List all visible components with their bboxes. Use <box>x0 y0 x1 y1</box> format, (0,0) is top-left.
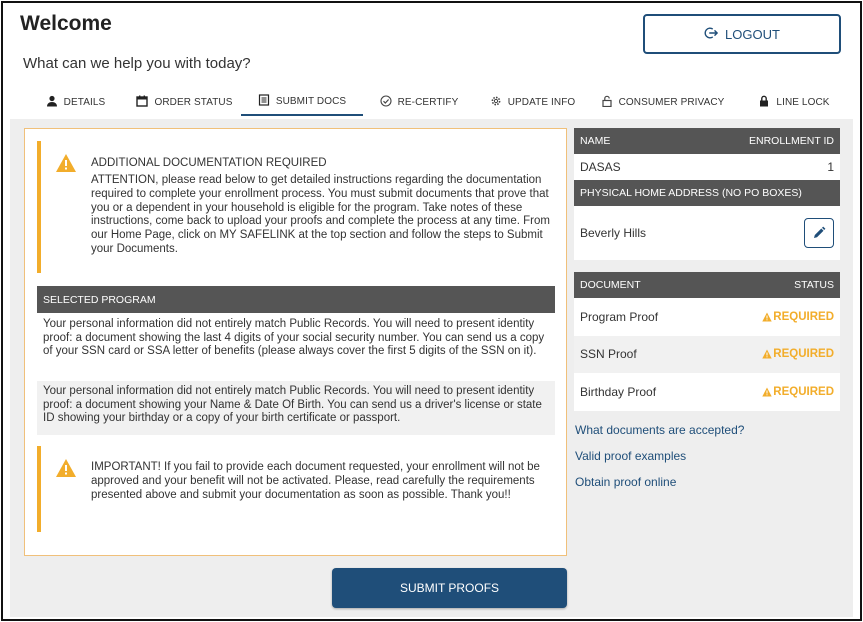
address-header <box>574 180 840 206</box>
tab-label: RE-CERTIFY <box>397 97 459 108</box>
person-icon <box>46 95 58 110</box>
check-circle-icon <box>380 95 392 110</box>
page-subtitle: What can we help you with today? <box>23 55 251 72</box>
warning-icon <box>55 458 77 478</box>
tab-label: CONSUMER PRIVACY <box>618 97 725 108</box>
status-badge <box>762 348 834 360</box>
enrollee-name: DASAS <box>580 160 621 174</box>
important-alert <box>37 446 557 532</box>
content-area <box>10 119 853 617</box>
tab-label: UPDATE INFO <box>507 97 576 108</box>
enrollment-id-column-header: ENROLLMENT ID <box>749 135 834 147</box>
document-row <box>574 298 840 336</box>
warning-icon <box>762 349 772 359</box>
tab-bar <box>23 89 853 116</box>
document-name: SSN Proof <box>580 347 637 362</box>
tab-line-lock[interactable] <box>735 89 853 116</box>
logout-label: LOGOUT <box>725 26 780 42</box>
address-row <box>574 206 840 260</box>
alert-body: IMPORTANT! If you fail to provide each document requested, your enrollment will not be approved and your benefit will not be activated. Please, read carefully the requirements presented above and submit your documentation as soon as possible. Thank you!! <box>91 461 540 501</box>
documents-card <box>574 272 840 411</box>
gear-icon <box>490 95 502 110</box>
tab-re-certify[interactable] <box>363 89 475 116</box>
logout-button[interactable] <box>643 14 841 54</box>
pencil-icon <box>812 226 826 240</box>
selected-program-header: SELECTED PROGRAM <box>37 286 555 313</box>
calendar-icon <box>136 95 148 110</box>
address-header-label: PHYSICAL HOME ADDRESS (NO PO BOXES) <box>580 187 802 199</box>
status-badge <box>762 386 834 398</box>
enrollment-row <box>574 154 840 180</box>
document-name: Program Proof <box>580 309 659 324</box>
tab-label: ORDER STATUS <box>154 97 233 108</box>
status-column-header: STATUS <box>794 279 834 291</box>
status-label: REQUIRED <box>773 348 834 361</box>
document-column-header: DOCUMENT <box>580 279 641 291</box>
tab-label: SUBMIT DOCS <box>275 96 347 107</box>
page-title: Welcome <box>20 12 112 35</box>
address-value: Beverly Hills <box>580 226 647 240</box>
document-icon <box>258 94 270 109</box>
enrollment-card-header <box>574 128 840 154</box>
program-requirement-row: Your personal information did not entirely match Public Records. You will need to present identity proof: a document showing the last 4 digits of your social security number. You can send us a copy of your SSN card or SSA letter of benefits (please always cover the first 5 digits of the SSN on it). <box>37 314 555 381</box>
tab-label: LINE LOCK <box>776 97 830 108</box>
tab-label: DETAILS <box>63 97 106 108</box>
tab-submit-docs[interactable] <box>241 89 363 116</box>
proof-examples-link[interactable]: Valid proof examples <box>575 449 687 463</box>
tab-consumer-privacy[interactable] <box>590 89 735 116</box>
document-name: Birthday Proof <box>580 384 657 399</box>
tab-update-info[interactable] <box>475 89 590 116</box>
app-frame <box>1 1 862 621</box>
documents-card-header <box>574 272 840 298</box>
logout-icon <box>704 26 718 43</box>
warning-icon <box>762 312 772 322</box>
status-label: REQUIRED <box>773 310 834 323</box>
status-badge <box>762 311 834 323</box>
alert-body: ATTENTION, please read below to get detailed instructions regarding the documentation required to complete your enrollment process. You must submit documents that prove that you or a dependent in your household is eligible for the program. Take notes of these instructions, come back to upload your proofs and complete the process at any time. From our Home Page, click on MY SAFELINK at the top section and follow the steps to Submit your Documents. <box>91 174 550 255</box>
enrollment-id: 1 <box>827 160 834 174</box>
lock-open-icon <box>601 95 613 110</box>
obtain-proof-link[interactable]: Obtain proof online <box>575 475 677 489</box>
warning-icon <box>762 387 772 397</box>
tab-details[interactable] <box>23 89 128 116</box>
documentation-panel <box>24 128 567 556</box>
tab-order-status[interactable] <box>128 89 241 116</box>
additional-docs-alert <box>37 141 557 273</box>
status-label: REQUIRED <box>773 385 834 398</box>
name-column-header: NAME <box>580 135 611 147</box>
document-row <box>574 336 840 374</box>
program-requirement-row: Your personal information did not entirely match Public Records. You will need to present identity proof: a document showing your Name & Date Of Birth. You can send us a driver's license or state ID showing your birthday or a copy of your birth certificate or passport. <box>37 381 555 435</box>
edit-address-button[interactable] <box>804 218 834 248</box>
accepted-documents-link[interactable]: What documents are accepted? <box>575 423 745 437</box>
submit-proofs-button[interactable]: SUBMIT PROOFS <box>332 568 567 608</box>
lock-icon <box>758 95 770 110</box>
warning-icon <box>55 153 77 173</box>
alert-title: ADDITIONAL DOCUMENTATION REQUIRED <box>91 157 327 169</box>
document-row <box>574 373 840 411</box>
enrollment-card <box>574 128 840 260</box>
